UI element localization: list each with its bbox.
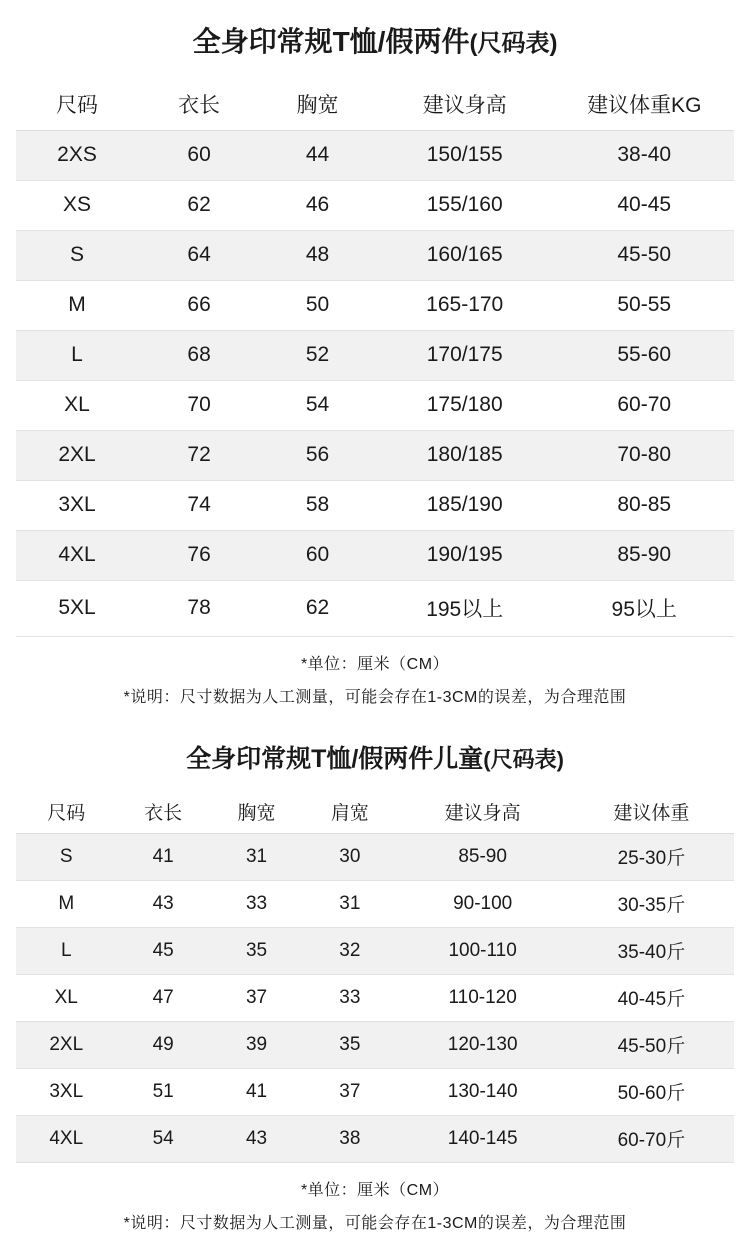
adult-cell-weight: 45-50 [554,231,734,281]
kids-table-header-row [16,792,734,834]
kids-cell-height: 90-100 [397,881,569,928]
table-row [16,881,734,928]
adult-note-description: *说明：尺寸数据为人工测量，可能会存在1-3CM的误差，为合理范围 [123,689,627,706]
table-row [16,181,734,231]
adult-cell-height: 165-170 [375,281,555,331]
kids-cell-size: L [16,928,117,975]
adult-col-header-height: 建议身高 [375,80,555,131]
adult-cell-length: 74 [138,481,260,531]
kids-col-header-shoulder: 肩宽 [303,792,396,834]
adult-notes [0,637,750,707]
adult-cell-weight: 70-80 [554,431,734,481]
adult-cell-chest: 46 [260,181,375,231]
adult-table-header-row [16,80,734,131]
kids-cell-height: 140-145 [397,1116,569,1163]
kids-cell-size: S [16,834,117,881]
kids-cell-chest: 41 [210,1069,303,1116]
adult-cell-weight: 55-60 [554,331,734,381]
adult-title-text: 全身印常规T恤/假两件 [192,26,470,57]
kids-cell-size: XL [16,975,117,1022]
adult-cell-height: 190/195 [375,531,555,581]
adult-note-unit: *单位：厘米（CM） [300,656,450,673]
kids-size-table [16,792,734,1163]
kids-cell-weight: 45-50斤 [569,1022,734,1069]
table-row [16,331,734,381]
adult-title-paren: (尺码表) [469,30,558,57]
kids-cell-size: M [16,881,117,928]
adult-section-title [0,22,750,64]
kids-cell-length: 43 [117,881,210,928]
adult-cell-chest: 44 [260,131,375,181]
kids-cell-height: 110-120 [397,975,569,1022]
table-row [16,1022,734,1069]
kids-cell-shoulder: 38 [303,1116,396,1163]
kids-cell-weight: 60-70斤 [569,1116,734,1163]
kids-cell-size: 2XL [16,1022,117,1069]
adult-cell-weight: 85-90 [554,531,734,581]
adult-cell-size: XL [16,381,138,431]
kids-cell-shoulder: 33 [303,975,396,1022]
kids-cell-weight: 40-45斤 [569,975,734,1022]
kids-cell-weight: 35-40斤 [569,928,734,975]
adult-cell-size: XS [16,181,138,231]
adult-cell-size: S [16,231,138,281]
adult-cell-chest: 58 [260,481,375,531]
kids-cell-length: 41 [117,834,210,881]
table-row [16,381,734,431]
adult-cell-weight: 50-55 [554,281,734,331]
kids-cell-shoulder: 30 [303,834,396,881]
kids-col-header-chest: 胸宽 [210,792,303,834]
adult-cell-weight: 60-70 [554,381,734,431]
adult-cell-chest: 60 [260,531,375,581]
adult-cell-weight: 38-40 [554,131,734,181]
adult-cell-height: 185/190 [375,481,555,531]
table-row [16,1116,734,1163]
adult-cell-height: 175/180 [375,381,555,431]
table-row [16,231,734,281]
adult-cell-length: 76 [138,531,260,581]
adult-cell-length: 68 [138,331,260,381]
adult-cell-weight: 95以上 [554,581,734,637]
kids-cell-shoulder: 32 [303,928,396,975]
kids-cell-chest: 37 [210,975,303,1022]
kids-cell-chest: 35 [210,928,303,975]
kids-cell-weight: 50-60斤 [569,1069,734,1116]
adult-col-header-size: 尺码 [16,80,138,131]
kids-cell-chest: 31 [210,834,303,881]
kids-cell-length: 51 [117,1069,210,1116]
kids-cell-length: 54 [117,1116,210,1163]
adult-col-header-weight: 建议体重KG [554,80,734,131]
kids-cell-chest: 39 [210,1022,303,1069]
kids-cell-height: 130-140 [397,1069,569,1116]
adult-cell-weight: 40-45 [554,181,734,231]
adult-cell-weight: 80-85 [554,481,734,531]
adult-cell-height: 160/165 [375,231,555,281]
kids-col-header-weight: 建议体重 [569,792,734,834]
adult-cell-length: 70 [138,381,260,431]
adult-cell-size: 4XL [16,531,138,581]
adult-cell-size: M [16,281,138,331]
adult-size-table [16,80,734,637]
adult-cell-length: 66 [138,281,260,331]
kids-note-unit: *单位：厘米（CM） [300,1182,450,1199]
table-row [16,928,734,975]
kids-title-paren: (尺码表) [483,747,564,772]
table-row [16,975,734,1022]
adult-cell-size: 5XL [16,581,138,637]
table-row [16,281,734,331]
kids-cell-size: 4XL [16,1116,117,1163]
adult-col-header-chest: 胸宽 [260,80,375,131]
kids-cell-length: 49 [117,1022,210,1069]
adult-cell-length: 60 [138,131,260,181]
adult-cell-height: 170/175 [375,331,555,381]
kids-cell-chest: 43 [210,1116,303,1163]
adult-cell-length: 78 [138,581,260,637]
kids-cell-length: 45 [117,928,210,975]
adult-col-header-length: 衣长 [138,80,260,131]
table-row [16,131,734,181]
adult-cell-length: 64 [138,231,260,281]
adult-cell-height: 195以上 [375,581,555,637]
table-row [16,834,734,881]
kids-cell-weight: 25-30斤 [569,834,734,881]
kids-col-header-length: 衣长 [117,792,210,834]
kids-cell-size: 3XL [16,1069,117,1116]
adult-cell-size: L [16,331,138,381]
kids-cell-height: 120-130 [397,1022,569,1069]
adult-cell-size: 2XL [16,431,138,481]
adult-cell-size: 2XS [16,131,138,181]
adult-cell-chest: 56 [260,431,375,481]
table-row [16,1069,734,1116]
adult-cell-size: 3XL [16,481,138,531]
adult-cell-height: 180/185 [375,431,555,481]
adult-cell-chest: 48 [260,231,375,281]
table-row [16,431,734,481]
kids-col-header-size: 尺码 [16,792,117,834]
kids-cell-height: 85-90 [397,834,569,881]
kids-cell-shoulder: 31 [303,881,396,928]
table-row [16,481,734,531]
adult-cell-height: 155/160 [375,181,555,231]
kids-size-section [0,707,750,1233]
adult-cell-chest: 54 [260,381,375,431]
adult-cell-height: 150/155 [375,131,555,181]
kids-cell-shoulder: 35 [303,1022,396,1069]
adult-cell-length: 62 [138,181,260,231]
table-row [16,531,734,581]
kids-cell-chest: 33 [210,881,303,928]
kids-cell-shoulder: 37 [303,1069,396,1116]
kids-section-title [0,741,750,778]
adult-cell-chest: 52 [260,331,375,381]
kids-cell-weight: 30-35斤 [569,881,734,928]
kids-title-text: 全身印常规T恤/假两件儿童 [186,745,484,773]
kids-cell-height: 100-110 [397,928,569,975]
adult-cell-chest: 50 [260,281,375,331]
kids-col-header-height: 建议身高 [397,792,569,834]
adult-cell-chest: 62 [260,581,375,637]
adult-cell-length: 72 [138,431,260,481]
kids-cell-length: 47 [117,975,210,1022]
table-row [16,581,734,637]
kids-note-description: *说明：尺寸数据为人工测量，可能会存在1-3CM的误差，为合理范围 [123,1215,627,1232]
kids-notes [0,1163,750,1233]
